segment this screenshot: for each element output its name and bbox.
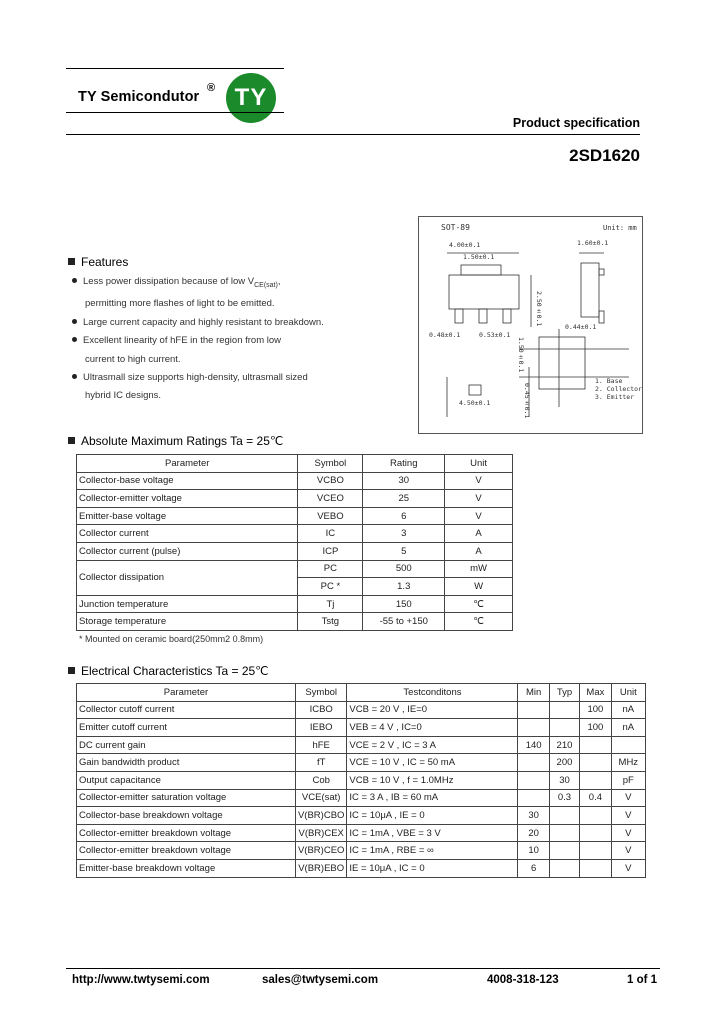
cell-condition: IC = 1mA , RBE = ∞ bbox=[347, 842, 518, 860]
cell-unit: A bbox=[445, 525, 513, 543]
cell-min: 140 bbox=[518, 736, 549, 754]
table-row bbox=[77, 525, 513, 543]
feature-item-cont: hybrid IC designs. bbox=[85, 390, 162, 402]
cell-condition: VCE = 2 V , IC = 3 A bbox=[347, 736, 518, 754]
feature-item: Large current capacity and highly resistant to breakdown. bbox=[72, 314, 324, 332]
cell-param: Collector-base voltage bbox=[77, 472, 298, 490]
cell-rating: 25 bbox=[363, 490, 445, 508]
cell-max bbox=[580, 859, 611, 877]
cell-max bbox=[580, 842, 611, 860]
cell-max bbox=[580, 754, 611, 772]
cell-condition: IE = 10μA , IC = 0 bbox=[347, 859, 518, 877]
logo-text: TY bbox=[234, 84, 268, 111]
cell-typ bbox=[549, 719, 579, 737]
cell-symbol: ICBO bbox=[295, 701, 346, 719]
cell-symbol: VCEO bbox=[298, 490, 363, 508]
features-list bbox=[72, 273, 324, 406]
elec-char-table bbox=[76, 683, 646, 878]
bullet-icon bbox=[72, 337, 77, 342]
feature-item-cont: permitting more flashes of light to be emitted. bbox=[85, 298, 275, 310]
footer-url-link[interactable]: http://www.twtysemi.com bbox=[72, 974, 210, 986]
bullet-icon bbox=[72, 278, 77, 283]
package-unit: Unit: mm bbox=[603, 224, 637, 232]
cell-param: Emitter-base breakdown voltage bbox=[77, 859, 296, 877]
feature-item-cont: current to high current. bbox=[85, 353, 181, 365]
dim-h: 1.50±0.1 bbox=[517, 337, 525, 373]
dim-b: 1.50±0.1 bbox=[463, 253, 495, 261]
cell-param: Junction temperature bbox=[77, 595, 298, 613]
header-top-rule bbox=[66, 68, 284, 69]
table-row bbox=[77, 736, 646, 754]
col-header: Parameter bbox=[77, 684, 296, 702]
cell-param: Collector-emitter breakdown voltage bbox=[77, 842, 296, 860]
bullet-icon bbox=[72, 374, 77, 379]
registered-mark: ® bbox=[207, 82, 216, 94]
square-bullet-icon bbox=[68, 667, 75, 674]
cell-unit bbox=[611, 736, 645, 754]
cell-typ bbox=[549, 701, 579, 719]
table-row bbox=[77, 807, 646, 825]
cell-param: Collector-emitter saturation voltage bbox=[77, 789, 296, 807]
cell-symbol: Cob bbox=[295, 771, 346, 789]
cell-unit: A bbox=[445, 542, 513, 560]
cell-param: Emitter cutoff current bbox=[77, 719, 296, 737]
cell-param: Collector cutoff current bbox=[77, 701, 296, 719]
cell-symbol: VCBO bbox=[298, 472, 363, 490]
cell-rating: 3 bbox=[363, 525, 445, 543]
cell-typ bbox=[549, 807, 579, 825]
cell-max: 100 bbox=[580, 719, 611, 737]
cell-unit: V bbox=[611, 859, 645, 877]
table-row bbox=[77, 701, 646, 719]
dim-g: 0.44±0.1 bbox=[565, 323, 597, 331]
cell-symbol: PC * bbox=[298, 578, 363, 596]
dim-i: 4.50±0.1 bbox=[459, 399, 491, 407]
cell-max bbox=[580, 807, 611, 825]
table-row bbox=[77, 754, 646, 772]
table-row bbox=[77, 595, 513, 613]
cell-symbol: fT bbox=[295, 754, 346, 772]
cell-unit: V bbox=[445, 472, 513, 490]
cell-symbol: V(BR)CEO bbox=[295, 842, 346, 860]
features-title: Features bbox=[68, 255, 128, 269]
package-drawing bbox=[418, 216, 643, 434]
package-name: SOT-89 bbox=[441, 223, 470, 232]
product-specification-label: Product specification bbox=[512, 116, 640, 130]
cell-symbol: IC bbox=[298, 525, 363, 543]
cell-unit: V bbox=[611, 824, 645, 842]
cell-max: 0.4 bbox=[580, 789, 611, 807]
cell-condition: VCB = 10 V , f = 1.0MHz bbox=[347, 771, 518, 789]
dim-a: 1.60±0.1 bbox=[577, 239, 609, 247]
col-header: Symbol bbox=[298, 455, 363, 473]
cell-max bbox=[580, 736, 611, 754]
cell-rating: 150 bbox=[363, 595, 445, 613]
dim-e: 0.48±0.1 bbox=[429, 331, 461, 339]
col-header: Symbol bbox=[295, 684, 346, 702]
cell-symbol: VEBO bbox=[298, 507, 363, 525]
cell-min bbox=[518, 771, 549, 789]
cell-param: Collector-emitter breakdown voltage bbox=[77, 824, 296, 842]
cell-min: 10 bbox=[518, 842, 549, 860]
cell-param: Output capacitance bbox=[77, 771, 296, 789]
table-row bbox=[77, 560, 513, 578]
cell-min bbox=[518, 719, 549, 737]
cell-typ: 210 bbox=[549, 736, 579, 754]
brand-name: TY Semicondutor bbox=[78, 89, 200, 105]
cell-rating: 1.3 bbox=[363, 578, 445, 596]
cell-symbol: PC bbox=[298, 560, 363, 578]
cell-unit: V bbox=[611, 842, 645, 860]
table-row bbox=[77, 542, 513, 560]
cell-unit: mW bbox=[445, 560, 513, 578]
elec-title: Electrical Characteristics Ta = 25℃ bbox=[68, 664, 269, 678]
cell-param: Collector dissipation bbox=[77, 560, 298, 595]
table-row bbox=[77, 507, 513, 525]
cell-unit: nA bbox=[611, 701, 645, 719]
cell-rating: -55 to +150 bbox=[363, 613, 445, 631]
table-row bbox=[77, 789, 646, 807]
cell-symbol: V(BR)CEX bbox=[295, 824, 346, 842]
cell-unit: V bbox=[611, 807, 645, 825]
cell-min bbox=[518, 701, 549, 719]
cell-symbol: Tj bbox=[298, 595, 363, 613]
col-header: Unit bbox=[611, 684, 645, 702]
cell-rating: 500 bbox=[363, 560, 445, 578]
col-header: Unit bbox=[445, 455, 513, 473]
cell-unit: ℃ bbox=[445, 613, 513, 631]
cell-unit: nA bbox=[611, 719, 645, 737]
cell-param: Collector current (pulse) bbox=[77, 542, 298, 560]
cell-param: Emitter-base voltage bbox=[77, 507, 298, 525]
cell-condition: IC = 1mA , VBE = 3 V bbox=[347, 824, 518, 842]
table-row bbox=[77, 771, 646, 789]
feature-item: Ultrasmall size supports high-density, ultrasmall sized bbox=[72, 369, 324, 387]
abs-max-table bbox=[76, 454, 513, 631]
col-header: Min bbox=[518, 684, 549, 702]
cell-unit: MHz bbox=[611, 754, 645, 772]
header-full-rule bbox=[66, 134, 640, 135]
company-logo bbox=[226, 73, 276, 123]
footer-phone: 4008-318-123 bbox=[487, 974, 559, 986]
table-row bbox=[77, 719, 646, 737]
table-row bbox=[77, 472, 513, 490]
cell-typ: 0.3 bbox=[549, 789, 579, 807]
cell-unit: W bbox=[445, 578, 513, 596]
cell-typ bbox=[549, 824, 579, 842]
footer-page-number: 1 of 1 bbox=[627, 974, 658, 986]
cell-condition: IC = 3 A , IB = 60 mA bbox=[347, 789, 518, 807]
cell-param: Collector-emitter voltage bbox=[77, 490, 298, 508]
bullet-icon bbox=[72, 319, 77, 324]
table-header-row bbox=[77, 684, 646, 702]
dim-j: 0.45±0.1 bbox=[523, 383, 531, 419]
abs-max-title: Absolute Maximum Ratings Ta = 25℃ bbox=[68, 434, 283, 448]
cell-param: Collector-base breakdown voltage bbox=[77, 807, 296, 825]
cell-max bbox=[580, 824, 611, 842]
footer-email-link[interactable]: sales@twtysemi.com bbox=[262, 974, 379, 986]
cell-param: Collector current bbox=[77, 525, 298, 543]
col-header: Testconditons bbox=[347, 684, 518, 702]
table-header-row bbox=[77, 455, 513, 473]
cell-min bbox=[518, 754, 549, 772]
table-row bbox=[77, 613, 513, 631]
col-header: Typ bbox=[549, 684, 579, 702]
cell-rating: 6 bbox=[363, 507, 445, 525]
cell-max: 100 bbox=[580, 701, 611, 719]
feature-item: Less power dissipation because of low $V_{CE(sat)}$, bbox=[72, 273, 324, 295]
table-row bbox=[77, 859, 646, 877]
cell-symbol: hFE bbox=[295, 736, 346, 754]
cell-unit: pF bbox=[611, 771, 645, 789]
col-header: Rating bbox=[363, 455, 445, 473]
cell-unit: V bbox=[445, 490, 513, 508]
pin-legend bbox=[595, 377, 642, 401]
cell-min: 6 bbox=[518, 859, 549, 877]
mounting-note: * Mounted on ceramic board(250mm2 0.8mm) bbox=[79, 634, 264, 644]
part-number: 2SD1620 bbox=[569, 146, 640, 165]
cell-condition: IC = 10μA , IE = 0 bbox=[347, 807, 518, 825]
cell-unit: V bbox=[445, 507, 513, 525]
cell-rating: 30 bbox=[363, 472, 445, 490]
cell-param: DC current gain bbox=[77, 736, 296, 754]
cell-symbol: Tstg bbox=[298, 613, 363, 631]
cell-min bbox=[518, 789, 549, 807]
cell-rating: 5 bbox=[363, 542, 445, 560]
col-header: Max bbox=[580, 684, 611, 702]
table-row bbox=[77, 824, 646, 842]
pin-legend-item: 3. Emitter bbox=[595, 393, 635, 401]
dim-c: 4.00±0.1 bbox=[449, 241, 481, 249]
cell-param: Storage temperature bbox=[77, 613, 298, 631]
square-bullet-icon bbox=[68, 258, 75, 265]
feature-item: Excellent linearity of hFE in the region from low bbox=[72, 332, 324, 350]
header-under-rule bbox=[66, 112, 284, 113]
table-row bbox=[77, 842, 646, 860]
footer-rule bbox=[66, 968, 660, 969]
cell-min: 20 bbox=[518, 824, 549, 842]
cell-typ: 200 bbox=[549, 754, 579, 772]
cell-unit: ℃ bbox=[445, 595, 513, 613]
cell-max bbox=[580, 771, 611, 789]
pin-legend-item: 2. Collector bbox=[595, 385, 642, 393]
cell-param: Gain bandwidth product bbox=[77, 754, 296, 772]
cell-condition: VEB = 4 V , IC=0 bbox=[347, 719, 518, 737]
dim-d: 2.50±0.1 bbox=[535, 291, 543, 327]
cell-condition: VCE = 10 V , IC = 50 mA bbox=[347, 754, 518, 772]
cell-symbol: V(BR)EBO bbox=[295, 859, 346, 877]
cell-condition: VCB = 20 V , IE=0 bbox=[347, 701, 518, 719]
table-row bbox=[77, 490, 513, 508]
col-header: Parameter bbox=[77, 455, 298, 473]
pin-legend-item: 1. Base bbox=[595, 377, 623, 385]
cell-min: 30 bbox=[518, 807, 549, 825]
cell-typ: 30 bbox=[549, 771, 579, 789]
cell-symbol: VCE(sat) bbox=[295, 789, 346, 807]
square-bullet-icon bbox=[68, 437, 75, 444]
cell-typ bbox=[549, 842, 579, 860]
dim-f: 0.53±0.1 bbox=[479, 331, 511, 339]
cell-symbol: ICP bbox=[298, 542, 363, 560]
cell-symbol: V(BR)CBO bbox=[295, 807, 346, 825]
cell-typ bbox=[549, 859, 579, 877]
cell-unit: V bbox=[611, 789, 645, 807]
cell-symbol: IEBO bbox=[295, 719, 346, 737]
